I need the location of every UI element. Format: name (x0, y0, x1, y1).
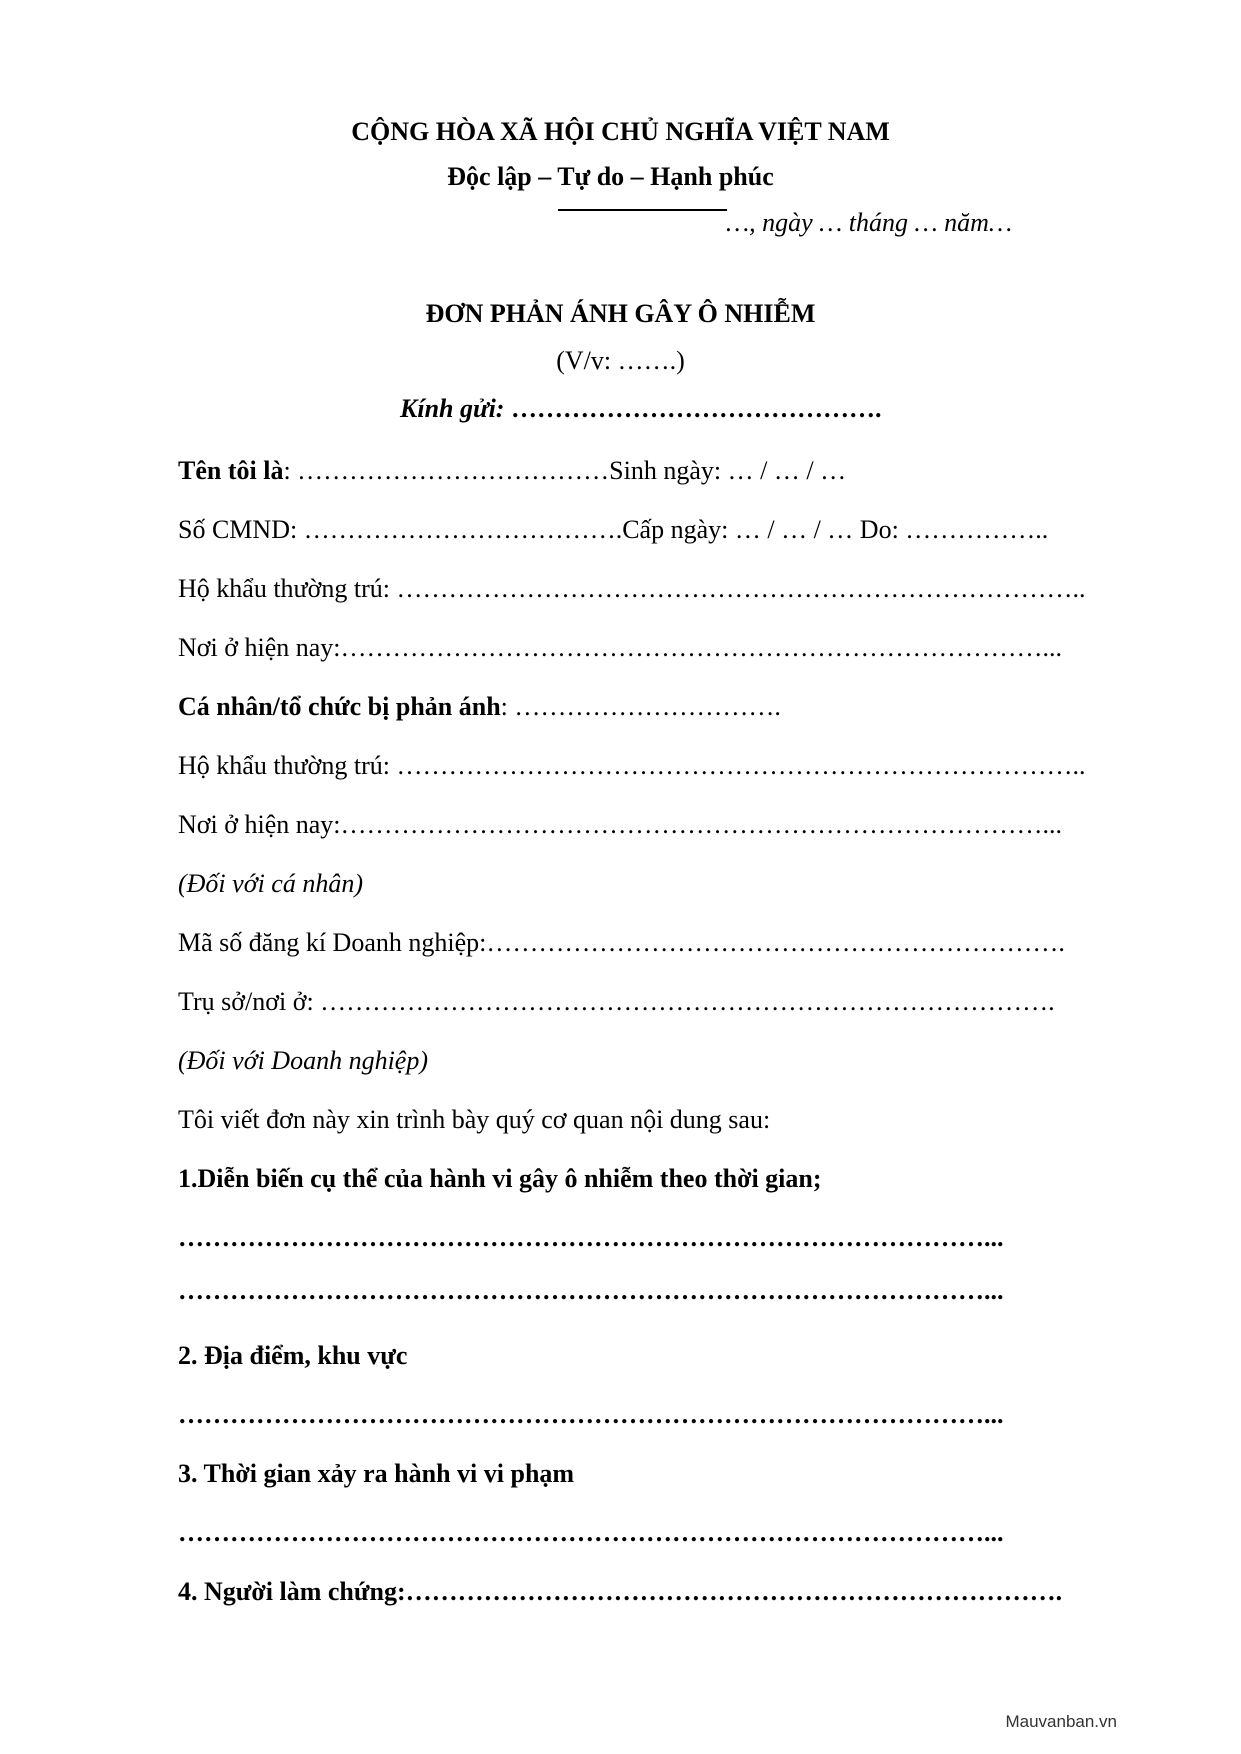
section-3-line-1: …………………………………………………………………………………... (178, 1518, 1004, 1547)
name-label: Tên tôi là (178, 456, 284, 485)
intro-text: Tôi viết đơn này xin trình bày quý cơ quan nội dung sau: (178, 1105, 771, 1134)
note-business: (Đối với Doanh nghiệp) (178, 1046, 428, 1075)
section-2-line-1: …………………………………………………………………………………... (178, 1400, 1004, 1429)
national-motto: Độc lập – Tự do – Hạnh phúc (447, 162, 774, 191)
note-individual: (Đối với cá nhân) (178, 869, 363, 898)
document-title: ĐƠN PHẢN ÁNH GÂY Ô NHIỄM (425, 299, 816, 328)
section-4-title: 4. Người làm chứng:…………………………………………………………………. (178, 1577, 1063, 1606)
reported-party-label: Cá nhân/tổ chức bị phản ánh (178, 692, 501, 721)
residence-field: Hộ khẩu thường trú: …………………………………………………………………….. (178, 574, 1086, 603)
watermark: Mauvanban.vn (1005, 1712, 1117, 1731)
current-address-field: Nơi ở hiện nay:………………………………………………………………………... (178, 633, 1063, 662)
document-subject: (V/v: …….) (556, 346, 685, 375)
id-card-field: Số CMND: ……………………………….Cấp ngày: … / … / … Do: …………….. (178, 515, 1049, 544)
reported-party-value: : …………………………. (500, 692, 781, 721)
section-1-title: 1.Diễn biến cụ thể của hành vi gây ô nhiễm theo thời gian; (178, 1164, 822, 1193)
reported-party-field (178, 691, 781, 723)
section-3-title: 3. Thời gian xảy ra hành vi vi phạm (178, 1459, 575, 1488)
recipient-label: Kính gửi: (400, 394, 505, 423)
reported-current-address-field: Nơi ở hiện nay:………………………………………………………………………... (178, 810, 1063, 839)
section-2-title: 2. Địa điểm, khu vực (178, 1341, 408, 1370)
name-value: : ………………………………Sinh ngày: … / … / … (283, 456, 847, 485)
date-line: …, ngày … tháng … năm… (726, 208, 1013, 237)
name-field (178, 455, 846, 487)
business-code-field: Mã số đăng kí Doanh nghiệp:…………………………………………………………. (178, 928, 1065, 957)
recipient-line (400, 393, 881, 425)
section-1-line-2: …………………………………………………………………………………... (178, 1276, 1004, 1305)
recipient-value: ……………………………………. (504, 394, 882, 423)
reported-residence-field: Hộ khẩu thường trú: …………………………………………………………………….. (178, 751, 1086, 780)
section-1-line-1: …………………………………………………………………………………... (178, 1223, 1004, 1252)
country-name: CỘNG HÒA XÃ HỘI CHỦ NGHĨA VIỆT NAM (351, 117, 890, 146)
motto-underline (558, 209, 727, 211)
headquarters-field: Trụ sở/nơi ở: …………………………………………………………………………. (178, 987, 1055, 1016)
